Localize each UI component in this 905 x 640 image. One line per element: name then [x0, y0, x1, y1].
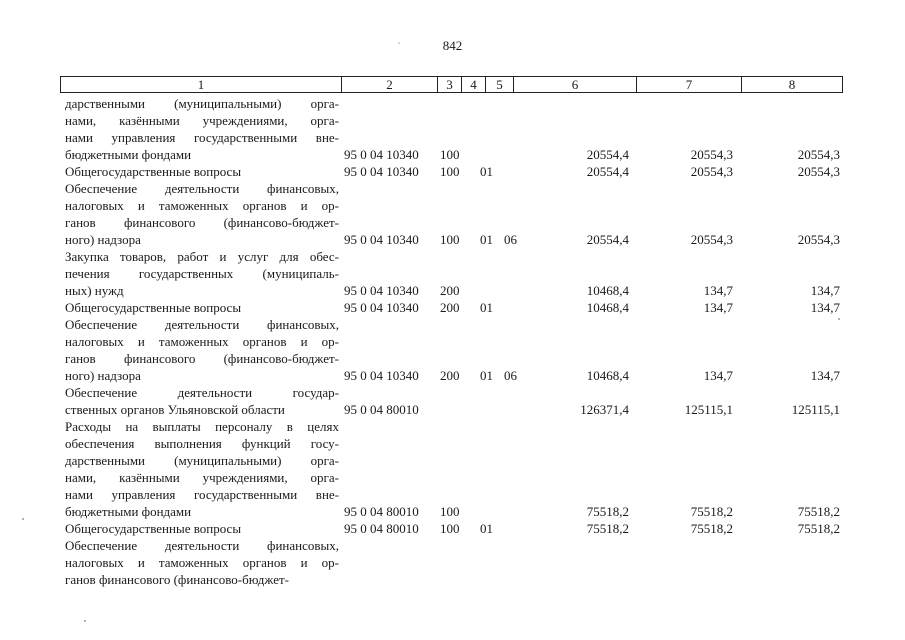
table-row [60, 95, 843, 163]
row-description [60, 520, 339, 537]
description-line: дарственными (муниципальными) орга- [65, 453, 339, 468]
header-cell-7: 7 [636, 77, 741, 92]
description-line: Расходы на выплаты персоналу в целях [65, 419, 339, 434]
description-line: обеспечения выполнения функций госу- [65, 436, 339, 451]
header-cell-6: 6 [513, 77, 636, 92]
table-row [60, 316, 843, 384]
description-line: Общегосударственные вопросы [65, 300, 242, 315]
value-col-7: 134,7 [703, 283, 733, 298]
expense-type: 200 [440, 368, 460, 383]
table-row [60, 520, 843, 537]
section: 01 [480, 232, 493, 247]
value-col-6: 75518,2 [586, 521, 629, 536]
value-col-6: 20554,4 [586, 147, 629, 162]
section: 01 [480, 300, 493, 315]
value-col-6: 10468,4 [586, 283, 629, 298]
description-line: налоговых и таможенных органов и ор- [65, 198, 339, 213]
description-line: Закупка товаров, работ и услуг для обес- [65, 249, 339, 264]
budget-code: 95 0 04 80010 [344, 504, 419, 519]
budget-code: 95 0 04 10340 [344, 300, 419, 315]
scan-speck [22, 518, 24, 520]
row-description [60, 418, 339, 520]
description-line: печения государственных (муниципаль- [65, 266, 339, 281]
budget-code: 95 0 04 10340 [344, 164, 419, 179]
description-line: ственных органов Ульяновской области [65, 402, 285, 417]
value-col-8: 20554,3 [797, 147, 840, 162]
section: 01 [480, 521, 493, 536]
row-description [60, 95, 339, 163]
expense-type: 100 [440, 521, 460, 536]
description-line: налоговых и таможенных органов и ор- [65, 334, 339, 349]
value-col-8: 20554,3 [797, 232, 840, 247]
description-line: ганов финансового (финансово-бюджет- [65, 351, 339, 366]
row-description [60, 180, 339, 248]
expense-type: 100 [440, 232, 460, 247]
table-body [60, 95, 843, 588]
table-row [60, 418, 843, 520]
description-line: дарственными (муниципальными) орга- [65, 96, 339, 111]
table-row [60, 299, 843, 316]
subsection: 06 [504, 368, 517, 383]
description-line: Обеспечение деятельности финансовых, [65, 317, 339, 332]
description-line: Общегосударственные вопросы [65, 164, 242, 179]
scan-speck [84, 620, 86, 622]
description-line: ного) надзора [65, 368, 141, 383]
table-row [60, 537, 843, 588]
value-col-8: 134,7 [810, 300, 840, 315]
value-col-7: 134,7 [703, 300, 733, 315]
table-row [60, 248, 843, 299]
description-line: Обеспечение деятельности государ- [65, 385, 339, 400]
value-col-6: 10468,4 [586, 300, 629, 315]
budget-code: 95 0 04 10340 [344, 232, 419, 247]
section: 01 [480, 164, 493, 179]
row-description [60, 299, 339, 316]
scan-speck [838, 318, 840, 320]
value-col-6: 75518,2 [586, 504, 629, 519]
description-line: нами управления государственными вне- [65, 130, 339, 145]
header-cell-5: 5 [485, 77, 513, 92]
budget-code: 95 0 04 10340 [344, 368, 419, 383]
section: 01 [480, 368, 493, 383]
table-row [60, 384, 843, 418]
row-description [60, 163, 339, 180]
table-row [60, 163, 843, 180]
header-cell-2: 2 [341, 77, 437, 92]
row-description [60, 384, 339, 418]
description-line: бюджетными фондами [65, 504, 192, 519]
table-header [60, 76, 843, 93]
expense-type: 200 [440, 300, 460, 315]
value-col-8: 75518,2 [797, 504, 840, 519]
value-col-8: 134,7 [810, 283, 840, 298]
scan-speck [398, 42, 400, 44]
value-col-8: 20554,3 [797, 164, 840, 179]
value-col-7: 134,7 [703, 368, 733, 383]
expense-type: 100 [440, 504, 460, 519]
budget-code: 95 0 04 80010 [344, 521, 419, 536]
description-line: ного) надзора [65, 232, 141, 247]
description-line: ганов финансового (финансово-бюджет- [65, 572, 290, 587]
description-line: ганов финансового (финансово-бюджет- [65, 215, 339, 230]
expense-type: 100 [440, 147, 460, 162]
description-line: Обеспечение деятельности финансовых, [65, 538, 339, 553]
value-col-7: 20554,3 [690, 164, 733, 179]
value-col-6: 20554,4 [586, 164, 629, 179]
header-cell-1: 1 [197, 77, 205, 92]
description-line: налоговых и таможенных органов и ор- [65, 555, 339, 570]
value-col-7: 125115,1 [684, 402, 733, 417]
value-col-8: 75518,2 [797, 521, 840, 536]
page-number: 842 [442, 38, 463, 53]
description-line: нами, казёнными учреждениями, орга- [65, 113, 339, 128]
description-line: нами, казёнными учреждениями, орга- [65, 470, 339, 485]
budget-code: 95 0 04 80010 [344, 402, 419, 417]
description-line: Общегосударственные вопросы [65, 521, 242, 536]
value-col-7: 20554,3 [690, 147, 733, 162]
expense-type: 100 [440, 164, 460, 179]
description-line: ных) нужд [65, 283, 124, 298]
header-cell-3: 3 [437, 77, 461, 92]
budget-code: 95 0 04 10340 [344, 147, 419, 162]
row-description [60, 537, 339, 588]
expense-type: 200 [440, 283, 460, 298]
value-col-6: 126371,4 [580, 402, 629, 417]
row-description [60, 316, 339, 384]
value-col-6: 20554,4 [586, 232, 629, 247]
value-col-7: 75518,2 [690, 521, 733, 536]
row-description [60, 248, 339, 299]
description-line: бюджетными фондами [65, 147, 192, 162]
header-cell-8: 8 [741, 77, 842, 92]
budget-code: 95 0 04 10340 [344, 283, 419, 298]
header-cell-4: 4 [461, 77, 485, 92]
value-col-7: 20554,3 [690, 232, 733, 247]
description-line: нами управления государственными вне- [65, 487, 339, 502]
value-col-8: 125115,1 [791, 402, 840, 417]
value-col-6: 10468,4 [586, 368, 629, 383]
value-col-7: 75518,2 [690, 504, 733, 519]
table-row [60, 180, 843, 248]
value-col-8: 134,7 [810, 368, 840, 383]
subsection: 06 [504, 232, 517, 247]
description-line: Обеспечение деятельности финансовых, [65, 181, 339, 196]
